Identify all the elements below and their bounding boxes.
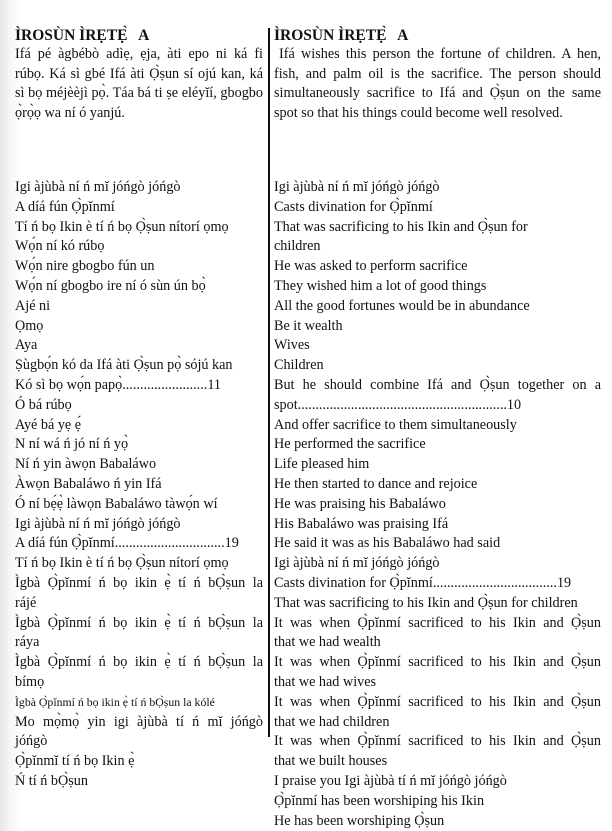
verse-line: [274, 495, 601, 515]
verse-line: [274, 416, 601, 436]
english-heading: ÌROSÙN ÌRẸTẸ̀ A: [274, 27, 601, 45]
verse-line: [274, 455, 601, 475]
verse-text: Ọmọ: [15, 318, 43, 334]
verse-line: [274, 594, 601, 614]
verse-line: [15, 257, 263, 277]
verse-line: [15, 554, 263, 574]
verse-line: [15, 376, 263, 396]
verse-text: Ní ń yin àwọn Babaláwo: [15, 456, 156, 472]
english-intro: Ifá wishes this person the fortune of children. A hen, fish, and palm oil is the sacrifice. The person should simultaneously sacrifice to Ifá and Ọ̀ṣun on the same spot so that his things could become well resolved.: [274, 45, 601, 123]
verse-text: Tí ń bọ Ikin è tí ń bọ Ọ̀ṣun nítorí ọmọ: [15, 219, 229, 235]
english-column: [274, 27, 601, 123]
yoruba-heading: ÌROSÙN ÌRẸTẸ̀ A: [15, 27, 263, 45]
verse-line: [274, 277, 601, 297]
verse-text: Ajé ni: [15, 298, 50, 314]
verse-text: Tí ń bọ Ikin è tí ń bọ Ọ̀ṣun nítorí ọmọ: [15, 555, 229, 571]
verse-text: He has been worshiping Ọ̀ṣun: [274, 813, 444, 829]
verse-text: Mo mọ̀mọ̀ yin igi àjùbà tí ń mĭ jóńgò: [15, 714, 263, 730]
verse-text: It was when Ọ̀pĭnmí sacrificed to his Ikin and Ọ̀ṣun: [274, 615, 601, 631]
verse-line: [274, 475, 601, 495]
english-verses: [274, 178, 601, 831]
verse-line: [274, 178, 601, 198]
verse-continuation: bímọ: [67, 673, 263, 693]
verse-text: Be it wealth: [274, 318, 343, 334]
verse-text: He performed the sacrifice: [274, 436, 426, 452]
verse-text: That was sacrificing to his Ikin and Ọ̀ṣun for: [274, 219, 528, 235]
verse-line: [15, 534, 263, 554]
verse-line: [15, 237, 263, 257]
verse-line: [274, 574, 601, 594]
verse-text: It was when Ọ̀pĭnmí sacrificed to his Ikin and Ọ̀ṣun: [274, 654, 601, 670]
verse-text: Casts divination for Ọ̀pĭnmí: [274, 199, 433, 215]
verse-text: Ó bá rúbọ: [15, 397, 72, 413]
yoruba-intro: Ifá pé àgbébò adìẹ, ẹja, àti epo ni ká fi rúbọ. Ká sì gbé Ifá àti Ọ̀ṣun sí ojú kan, ká sì bọ méjèèjì pọ̀. Táa bá ti ṣe eléyĭí, gbogbo ọ̀rọ̀ọ wa ní ó yanjú.: [15, 45, 263, 123]
verse-text: Ìgbà Ọ̀pĭnmí ń bọ ikin ẹ̀ tí ń bỌ̀ṣun la kólé: [15, 695, 215, 709]
verse-text: Children: [274, 357, 324, 373]
verse-text: He was asked to perform sacrifice: [274, 258, 467, 274]
verse-text: Ṣùgbọ́n kó da Ifá àti Ọ̀ṣun pọ̀ sójú kan: [15, 357, 233, 373]
verse-line: [274, 356, 601, 376]
verse-continuation: children: [326, 237, 601, 257]
verse-line: [15, 218, 263, 238]
verse-line: [15, 752, 263, 772]
verse-line: [274, 772, 601, 792]
verse-text: Wọ́n ní gbogbo ire ní ó sùn ún bọ̀: [15, 278, 206, 294]
verse-line: [15, 475, 263, 495]
verse-line: [274, 257, 601, 277]
verse-text: But he should combine Ifá and Ọ̀ṣun together on a: [274, 377, 601, 393]
verse-text: Ìgbà Ọ̀pĭnmí ń bọ ikin ẹ̀ tí ń bỌ̀ṣun la: [15, 615, 263, 631]
verse-line: [274, 336, 601, 356]
verse-continuation: that we had wives: [326, 673, 601, 693]
verse-text: Ayé bá yẹ ẹ́: [15, 417, 81, 433]
verse-text: Casts divination for Ọ̀pĭnmí...................................19: [274, 575, 571, 591]
verse-line: [274, 376, 601, 416]
verse-text: And offer sacrifice to them simultaneously: [274, 417, 517, 433]
verse-continuation: that we had children: [326, 713, 601, 733]
verse-line: [274, 534, 601, 554]
verse-line: [15, 416, 263, 436]
verse-line: [15, 653, 263, 693]
verse-text: Wọ́n ní kó rúbọ: [15, 238, 104, 254]
verse-text: A díá fún Ọ̀pĭnmí: [15, 199, 115, 215]
verse-line: [15, 772, 263, 792]
verse-text: His Babaláwo was praising Ifá: [274, 516, 448, 532]
verse-text: Ìgbà Ọ̀pĭnmí ń bọ ikin ẹ̀ tí ń bỌ̀ṣun la: [15, 654, 263, 670]
verse-text: Ń tí ń bỌ̀ṣun: [15, 773, 88, 789]
verse-line: [274, 198, 601, 218]
verse-line: [15, 574, 263, 614]
verse-text: Àwọn Babaláwo ń yin Ifá: [15, 476, 162, 492]
verse-text: It was when Ọ̀pĭnmí sacrificed to his Ikin and Ọ̀ṣun: [274, 733, 601, 749]
verse-text: He said it was as his Babaláwo had said: [274, 535, 500, 551]
verse-text: Igi àjùbà ní ń mĭ jóńgò jóńgò: [15, 516, 181, 532]
verse-text: Ìgbà Ọ̀pĭnmí ń bọ ikin ẹ̀ tí ń bỌ̀ṣun la: [15, 575, 263, 591]
verse-line: [15, 336, 263, 356]
verse-line: [15, 713, 263, 753]
verse-line: [274, 554, 601, 574]
verse-line: [274, 317, 601, 337]
verse-text: That was sacrificing to his Ikin and Ọ̀ṣun for children: [274, 595, 578, 611]
verse-text: Wọ́n nire gbogbo fún un: [15, 258, 155, 274]
verse-line: [15, 356, 263, 376]
verse-line: [274, 732, 601, 772]
verse-line: [15, 515, 263, 535]
verse-text: N ní wá ń jó ní ń yọ̀: [15, 436, 128, 452]
verse-continuation: jóńgò: [67, 732, 263, 752]
verse-text: Igi àjùbà ní ń mĭ jóńgò jóńgò: [274, 179, 440, 195]
verse-text: Ó ní bẹ́ẹ̀ làwọn Babaláwo tàwọ́n wí: [15, 496, 218, 512]
verse-text: Ọ̀pĭnmĭ tí ń bọ Ikin ẹ̀: [15, 753, 134, 769]
verse-line: [15, 435, 263, 455]
verse-line: [274, 792, 601, 812]
verse-text: Kó sì bọ wọ́n papọ̀........................11: [15, 377, 221, 393]
verse-line: [274, 812, 601, 831]
verse-text: Aya: [15, 337, 37, 353]
verse-line: [274, 218, 601, 258]
verse-line: [274, 614, 601, 654]
verse-text: Ọ̀pĭnmí has been worshiping his Ikin: [274, 793, 484, 809]
verse-continuation: spot...........................................................10: [326, 396, 601, 416]
verse-continuation: that we had wealth: [326, 633, 601, 653]
verse-line: [274, 515, 601, 535]
verse-line: [15, 455, 263, 475]
verse-text: He then started to dance and rejoice: [274, 476, 477, 492]
verse-text: They wished him a lot of good things: [274, 278, 486, 294]
verse-line: [15, 178, 263, 198]
verse-line: [274, 653, 601, 693]
verse-continuation: ráya: [67, 633, 263, 653]
yoruba-column: [15, 27, 263, 123]
verse-text: Life pleased him: [274, 456, 369, 472]
verse-text: All the good fortunes would be in abundance: [274, 298, 530, 314]
verse-line: [274, 693, 601, 733]
verse-line: [274, 297, 601, 317]
verse-text: A díá fún Ọ̀pĭnmí...............................19: [15, 535, 239, 551]
verse-text: It was when Ọ̀pĭnmí sacrificed to his Ikin and Ọ̀ṣun: [274, 694, 601, 710]
verse-continuation: rájé: [67, 594, 263, 614]
column-divider: [268, 28, 270, 737]
yoruba-verses: [15, 178, 263, 792]
verse-continuation: that we built houses: [326, 752, 601, 772]
verse-text: Wives: [274, 337, 310, 353]
verse-line: [15, 396, 263, 416]
verse-text: Igi àjùbà ní ń mĭ jóńgò jóńgò: [274, 555, 440, 571]
verse-text: He was praising his Babaláwo: [274, 496, 446, 512]
verse-line: [15, 297, 263, 317]
verse-line: [15, 317, 263, 337]
verse-line: [15, 614, 263, 654]
verse-line: [274, 435, 601, 455]
verse-line: [15, 693, 263, 713]
verse-line: [15, 198, 263, 218]
verse-text: Igi àjùbà ní ń mĭ jóńgò jóńgò: [15, 179, 181, 195]
verse-text: I praise you Igi àjùbà tí ń mĭ jóńgò jóńgò: [274, 773, 507, 789]
verse-line: [15, 277, 263, 297]
verse-line: [15, 495, 263, 515]
